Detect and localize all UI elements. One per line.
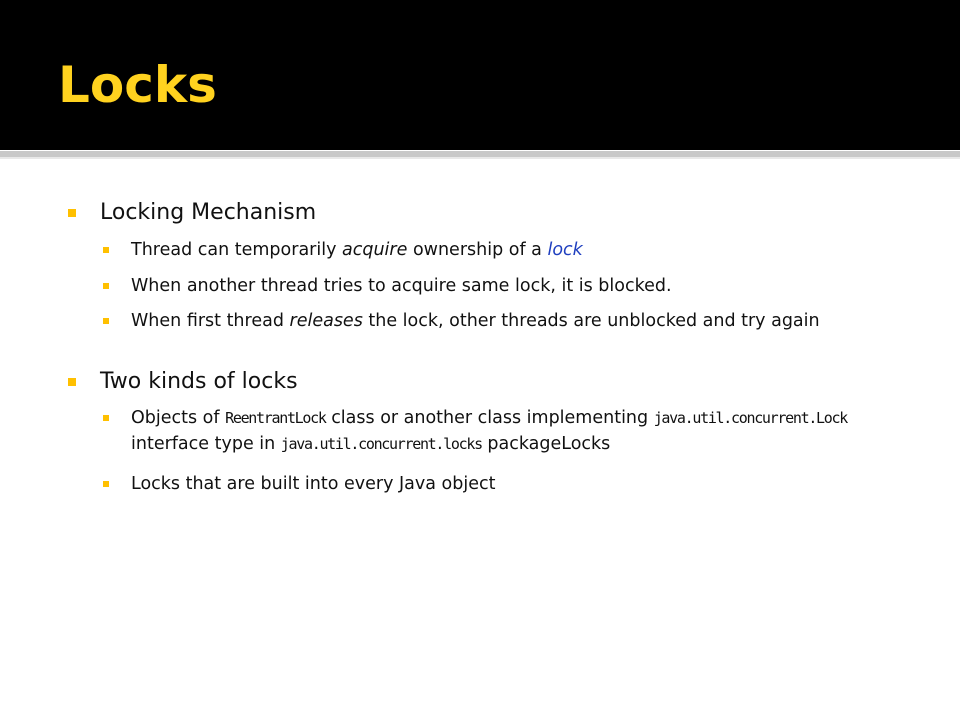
bullet-square <box>68 378 76 386</box>
sub-bullet-square <box>103 481 109 487</box>
code-term: java.util.concurrent.Lock <box>653 409 847 427</box>
lock-term: lock <box>547 240 583 260</box>
italic-term: acquire <box>342 240 408 260</box>
sub-bullet-square <box>103 318 109 324</box>
sub-bullet-square <box>103 415 109 421</box>
sub-bullet-text: When another thread tries to acquire same lock, it is blocked. <box>131 276 672 296</box>
slide-title: Locks <box>58 56 217 114</box>
bullet-label: Two kinds of locks <box>100 369 298 394</box>
bullet-label: Locking Mechanism <box>100 200 317 225</box>
sub-bullet-text: Thread can temporarily acquire ownership of a lock <box>131 240 583 260</box>
code-term: ReentrantLock <box>225 409 326 427</box>
sub-bullet-square <box>103 247 109 253</box>
sub-bullet-text: Objects of ReentrantLock class or another class implementing java.util.concurrent.Lock interface type in java.util.concurrent.locks packageLocks <box>131 408 847 454</box>
code-term: java.util.concurrent.locks <box>280 435 482 453</box>
sub-bullet-square <box>103 283 109 289</box>
sub-bullet-text: When first thread releases the lock, other threads are unblocked and try again <box>131 311 820 331</box>
italic-term: releases <box>289 311 363 331</box>
sub-bullet-text: Locks that are built into every Java object <box>131 474 496 494</box>
bullet-square <box>68 209 76 217</box>
